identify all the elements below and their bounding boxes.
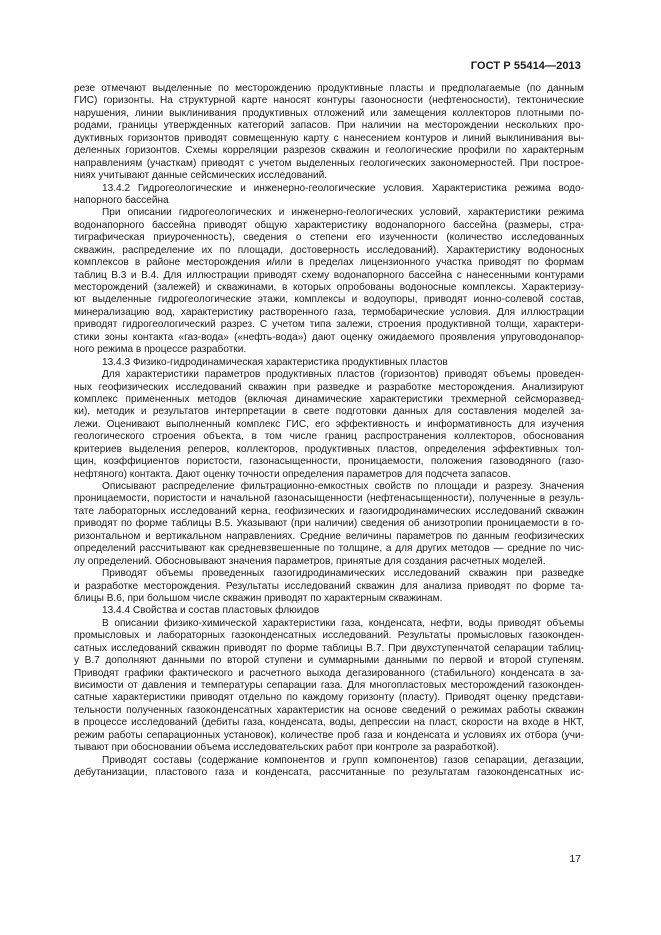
text-line: ки), методик и результатов интерпретации в свете подготовки данных для составления моделей за-	[74, 406, 584, 418]
text-line: резе отмечают выделенные по месторождению продуктивные пласты и предполагаемые (по данным	[74, 83, 584, 94]
text-line: Приводят составы (содержание компонентов и групп компонентов) газов сепарации, дегазации,	[102, 754, 584, 766]
text-line: геологического строения объекта, в том числе границ распространения коллекторов, обоснования	[74, 431, 584, 443]
text-line: у В.7 дополняют данными по второй ступени и суммарными данными по первой и второй ступеням.	[74, 655, 584, 667]
text-line: Приводят объемы проведенных газогидродинамических исследований скважин при разведке	[102, 568, 584, 580]
text-line: 13.4.4 Свойства и состав пластовых флюидов	[102, 605, 320, 617]
text-line: и разработке месторождения. Результаты исследований скважин для анализа приводят по форме та-	[74, 580, 584, 592]
text-line: критериев выделения реперов, коллекторов, продуктивных пластов, определения эффективных тол-	[74, 443, 584, 455]
text-line: 13.4.3 Физико-гидродинамическая характеристика продуктивных пластов	[102, 356, 448, 368]
text-line: скважин, распределение их по площади, достоверность исследований). Характеристику водоносных	[74, 244, 584, 256]
text-line: сатные характеристики приводят отдельно по каждому горизонту (пласту). Приводят оценку представи-	[74, 692, 584, 704]
text-line: минерализацию вод, характеристику растворенного газа, термобарические условия. Для иллюстрации	[74, 306, 584, 318]
page-body-text	[74, 83, 584, 780]
text-line: ют выделенные гидрогеологические этажи, комплексы и водоупоры, приводят ионно-солевой состав,	[74, 294, 584, 306]
text-line: ных геофизических исследований скважин при разведке и разработке месторождения. Анализируют	[74, 381, 584, 393]
text-line: Описывают распределение фильтрационно-емкостных свойств по площади и разрезу. Значения	[102, 481, 584, 492]
text-line: 13.4.2 Гидрогеологические и инженерно-геологические условия. Характеристика режима водо-	[102, 182, 584, 194]
text-line: тельности полученных газоконденсатных характеристик на основе сведений о режимах работы скважин	[74, 704, 584, 716]
text-line: нефтяного) контакта. Дают оценку точности определения параметров для подсчета запасов.	[74, 468, 511, 480]
text-line: висимости от давления и температуры сепарации газа. Для многопластовых месторождений газоконден-	[74, 680, 584, 691]
text-line: лежи. Оценивают выполненный комплекс ГИС, его эффективность и информативность для изучения	[74, 418, 584, 430]
text-line: приводят гидрогеологический разрез. С учетом типа залежи, строения продуктивной толщи, характери-	[74, 319, 584, 331]
text-line: ниях учитывают данные сейсмических исследований.	[74, 170, 328, 182]
text-line: приводят по форме таблицы В.5. Указывают (при наличии) сведения об анизотропии проницаемости в го-	[74, 518, 584, 530]
text-line: Приводят графики фактического и расчетного выхода дегазированного (стабильного) конденсата в за-	[74, 667, 584, 679]
text-line: родами, границы утвержденных категорий запасов. При наличии на месторождении нескольких про-	[74, 120, 584, 132]
text-line: определений рассчитывают как средневзвешенные по толщине, а для других методов — средние по чис-	[74, 543, 584, 555]
text-line: направлениям (участкам) приводят с учетом выделенных геологических закономерностей. При построе-	[74, 157, 584, 169]
text-line: проницаемости, пористости и начальной газонасыщенности (нефтенасыщенности), полученные в резуль-	[74, 493, 584, 505]
text-line: водонапорного бассейна приводят общую характеристику водонапорного бассейна (размеры, стра-	[74, 219, 584, 231]
standard-code-header: ГОСТ Р 55414—2013	[470, 60, 581, 72]
text-line: нарушения, линии выклинивания продуктивных отложений или замещения коллекторов плотными по-	[74, 107, 584, 119]
text-line: режим работы сепарационных установок), количестве проб газа и конденсата и условиях их отбора (учи-	[74, 729, 584, 741]
text-line: блицы В.6, при большом числе скважин приводят по характерным скважинам.	[74, 592, 443, 604]
text-line: В описании физико-химической характеристики газа, конденсата, нефти, воды приводят объемы	[102, 617, 584, 629]
text-line: дуктивных горизонтов приводят совмещенную карту с нанесением контуров и линий выклинивания вы-	[74, 132, 584, 144]
text-line: Для характеристики параметров продуктивных пластов (горизонтов) приводят объемы проведен-	[102, 369, 584, 381]
text-line: тате лабораторных исследований керна, геофизических и газогидродинамических исследований скважин	[74, 505, 584, 517]
text-line: сатных исследований скважин приводят по форме таблицы В.7. При двухступенчатой сепарации таблиц-	[74, 642, 584, 654]
text-line: комплекс примененных методов (включая динамические характеристики трехмерной сейсморазвед-	[74, 393, 584, 405]
text-line: При описании гидрогеологических и инженерно-геологических условий, характеристики режима	[102, 207, 584, 219]
text-line: тиграфическая приуроченность), сведения о степени его изученности (количество исследованных	[74, 232, 584, 244]
text-line: ризонтальном и вертикальном направлениях. Средние величины параметров по данным геофизических	[74, 530, 584, 542]
text-line: деленных горизонтов. Схемы корреляции разрезов скважин и геологические профили по характерным	[74, 145, 584, 157]
page-number: 17	[569, 853, 581, 865]
text-line: комплексов в районе месторождения и/или в пределах лицензионного участка приводят по формам	[74, 257, 584, 269]
text-line: напорного бассейна	[74, 194, 169, 206]
text-line: месторождений (залежей) и скважинами, в которых опробованы водоносные комплексы. Характеризу-	[74, 282, 584, 293]
text-line: промысловых и лабораторных газоконденсатных исследований. Результаты промысловых газоконден-	[74, 630, 584, 642]
text-line: дебутанизации, пластового газа и конденсата, рассчитанные по результатам газоконденсатных ис-	[74, 767, 584, 779]
text-line: тывают при обосновании объема исследовательских работ при контроле за разработкой).	[74, 742, 499, 754]
text-line: таблиц В.3 и В.4. Для иллюстрации приводят схему водонапорного бассейна с нанесенными контурами	[74, 269, 584, 281]
text-line: стики зоны контакта «газ-вода» («нефть-вода») дают оценку ожидаемого проявления упруговодонапор-	[74, 331, 584, 343]
text-line: ного режима в процессе разработки.	[74, 344, 247, 356]
text-line: щин, коэффициентов пористости, газонасыщенности, проницаемости, положения газоводяного (газо-	[74, 456, 584, 468]
text-line: в процессе исследований (дебиты газа, конденсата, воды, депрессии на пласт, скорости на входе в НКТ,	[74, 717, 584, 729]
text-line: лу определений. Обосновывают значения параметров, принятые для создания расчетных моделей.	[74, 555, 546, 567]
text-line: ГИС) горизонты. На структурной карте наносят контуры газоносности (нефтеносности), тектонические	[74, 95, 584, 107]
